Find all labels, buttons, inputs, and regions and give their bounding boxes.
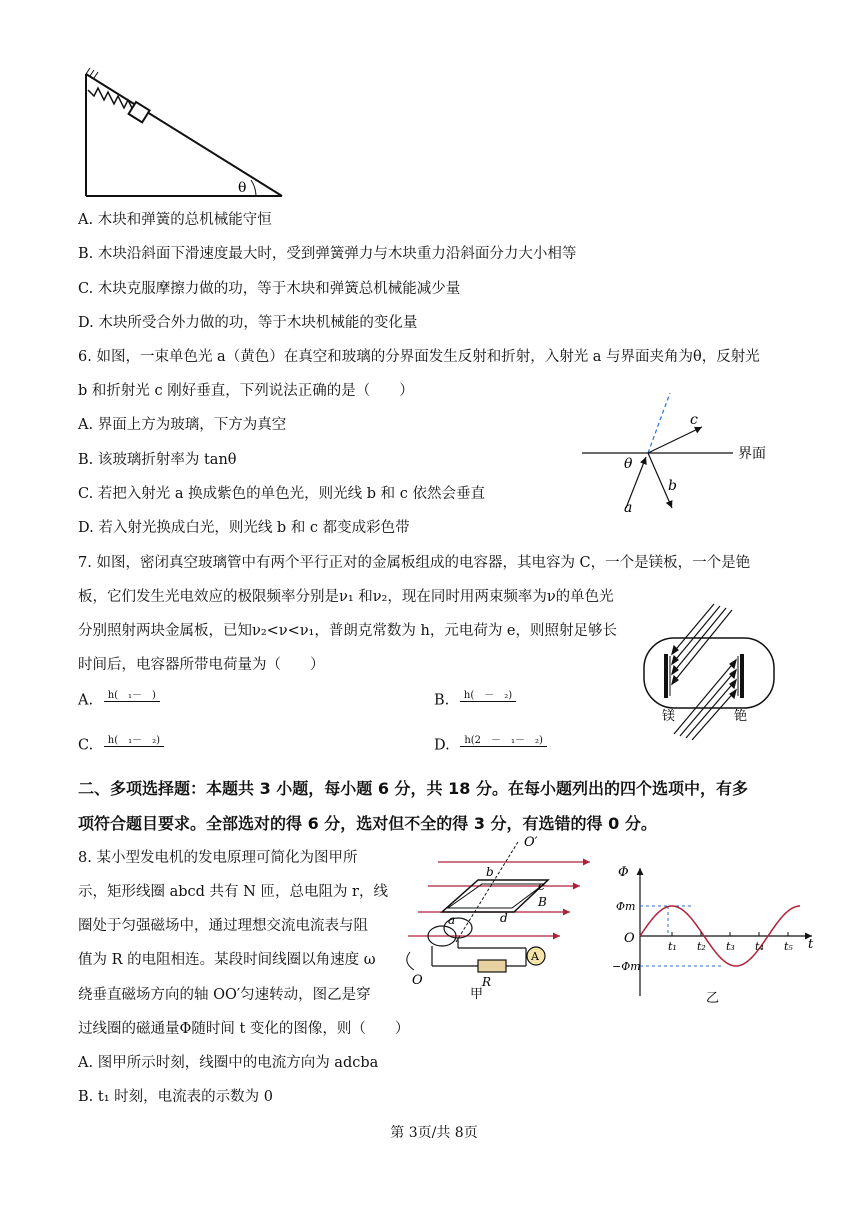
cs-plate-label: 铯 xyxy=(734,709,748,724)
q7-option-d-fraction xyxy=(460,735,547,756)
resistor-R-label: R xyxy=(482,975,492,989)
q8-option-a: A. 图甲所示时刻，线圈中的电流方向为 adcba xyxy=(78,1055,379,1071)
q8-stem-2: 示，矩形线圈 abcd 共有 N 匝，总电阻为 r，线 xyxy=(78,884,388,900)
q7-stem-3: 分别照射两块金属板，已知ν₂<ν<ν₁，普朗克常数为 h，元电荷为 e，则照射足够长 xyxy=(78,623,618,639)
flux-time-graph xyxy=(612,862,822,1012)
q8-stem-3: 圈处于匀强磁场中，通过理想交流电流表与阻 xyxy=(78,918,368,934)
q7-stem-4: 时间后，电容器所带电荷量为（ ） xyxy=(78,657,325,673)
q7-option-a-label: A. xyxy=(78,692,94,709)
q7-option-b-label: B. xyxy=(434,692,450,709)
ray-a-label: a xyxy=(624,500,633,516)
tick-label: t₂ xyxy=(697,940,706,953)
y-axis-label: Φ xyxy=(618,865,629,880)
q5-option-b: B. 木块沿斜面下滑速度最大时，受到弹簧弹力与木块重力沿斜面分力大小相等 xyxy=(78,246,577,262)
tick-label: t₁ xyxy=(668,940,677,953)
section2-heading-2: 项符合题目要求。全部选对的得 6 分，选对但不全的得 3 分，有选错的得 0 分。 xyxy=(78,814,657,833)
q7-option-a-fraction xyxy=(104,690,160,711)
ammeter-label: A xyxy=(531,950,539,963)
q7-option-d xyxy=(434,735,547,756)
mg-plate-label: 镁 xyxy=(662,709,676,724)
theta-label: θ xyxy=(238,180,247,196)
incline-figure xyxy=(80,70,290,200)
figure-yi-caption: 乙 xyxy=(706,991,720,1006)
axis-O-prime-label: O′ xyxy=(524,835,538,850)
page-footer: 第 3页/共 8页 xyxy=(390,1125,478,1141)
field-B-label: B xyxy=(538,895,547,909)
ray-b-label: b xyxy=(668,478,677,494)
phi-min-label: −Φm xyxy=(612,960,641,973)
coil-d-label: d xyxy=(500,911,508,925)
q8-stem-1: 8. 某小型发电机的发电原理可简化为图甲所 xyxy=(78,850,358,866)
q8-stem-6: 过线圈的磁通量Φ随时间 t 变化的图像，则（ ） xyxy=(78,1021,410,1037)
phi-max-label: Φm xyxy=(616,900,636,913)
q8-stem-4: 值为 R 的电阻相连。某段时间线圈以角速度 ω xyxy=(78,952,376,968)
coil-c-label: c xyxy=(538,879,545,893)
interface-label: 界面 xyxy=(738,446,766,462)
q7-option-c-numerator: h( ₁－ ₂) xyxy=(104,735,164,747)
q7-option-c-label: C. xyxy=(78,737,94,754)
q7-option-b-numerator: h( － ₂) xyxy=(460,690,516,702)
q7-option-d-numerator: h(2 － ₁－ ₂) xyxy=(460,735,547,747)
generator-figure xyxy=(398,832,598,1007)
q7-option-c-fraction xyxy=(104,735,164,756)
q8-stem-5: 绕垂直磁场方向的轴 OO′匀速转动，图乙是穿 xyxy=(78,987,371,1003)
q6-option-c: C. 若把入射光 a 换成紫色的单色光，则光线 b 和 c 依然会垂直 xyxy=(78,486,485,502)
origin-label: O xyxy=(624,931,635,946)
tick-label: t₃ xyxy=(726,940,735,953)
q7-option-a xyxy=(78,690,160,711)
x-axis-label: t xyxy=(808,937,814,952)
section2-heading-1: 二、多项选择题：本题共 3 小题，每小题 6 分，共 18 分。在每小题列出的四个选项中，有多 xyxy=(78,779,748,798)
refraction-figure xyxy=(578,390,788,520)
coil-a-label: a xyxy=(448,913,456,927)
q7-option-a-numerator: h( ₁－ ) xyxy=(104,690,160,702)
q5-option-d: D. 木块所受合外力做的功，等于木块机械能的变化量 xyxy=(78,315,418,331)
q6-stem-1: 6. 如图，一束单色光 a（黄色）在真空和玻璃的分界面发生反射和折射，入射光 a 与界面夹角为θ，反射光 xyxy=(78,349,760,365)
q6-option-d: D. 若入射光换成白光，则光线 b 和 c 都变成彩色带 xyxy=(78,520,410,536)
q7-option-b xyxy=(434,690,516,711)
q7-stem-1: 7. 如图，密闭真空玻璃管中有两个平行正对的金属板组成的电容器，其电容为 C，一个是镁板，一个是铯 xyxy=(78,555,751,571)
q6-stem-2: b 和折射光 c 刚好垂直，下列说法正确的是（ ） xyxy=(78,383,414,399)
axis-O-label: O xyxy=(412,973,423,988)
q7-option-d-label: D. xyxy=(434,737,450,754)
coil-b-label: b xyxy=(486,865,494,879)
tick-label: t₄ xyxy=(755,940,764,953)
q7-option-c xyxy=(78,735,164,756)
theta-label-6: θ xyxy=(624,456,633,472)
capacitor-tube-figure xyxy=(640,598,790,748)
q7-stem-2: 板，它们发生光电效应的极限频率分别是ν₁ 和ν₂，现在同时用两束频率为ν的单色光 xyxy=(78,589,614,605)
q5-option-c: C. 木块克服摩擦力做的功，等于木块和弹簧总机械能减少量 xyxy=(78,281,461,297)
q7-option-b-fraction xyxy=(460,690,516,711)
tick-label: t₅ xyxy=(784,940,793,953)
q8-option-b: B. t₁ 时刻，电流表的示数为 0 xyxy=(78,1089,273,1105)
figure-jia-caption: 甲 xyxy=(470,987,484,1002)
ray-c-label: c xyxy=(690,412,698,428)
q5-option-a: A. 木块和弹簧的总机械能守恒 xyxy=(78,212,272,228)
q6-option-b: B. 该玻璃折射率为 tanθ xyxy=(78,452,237,468)
q6-option-a: A. 界面上方为玻璃，下方为真空 xyxy=(78,417,287,433)
